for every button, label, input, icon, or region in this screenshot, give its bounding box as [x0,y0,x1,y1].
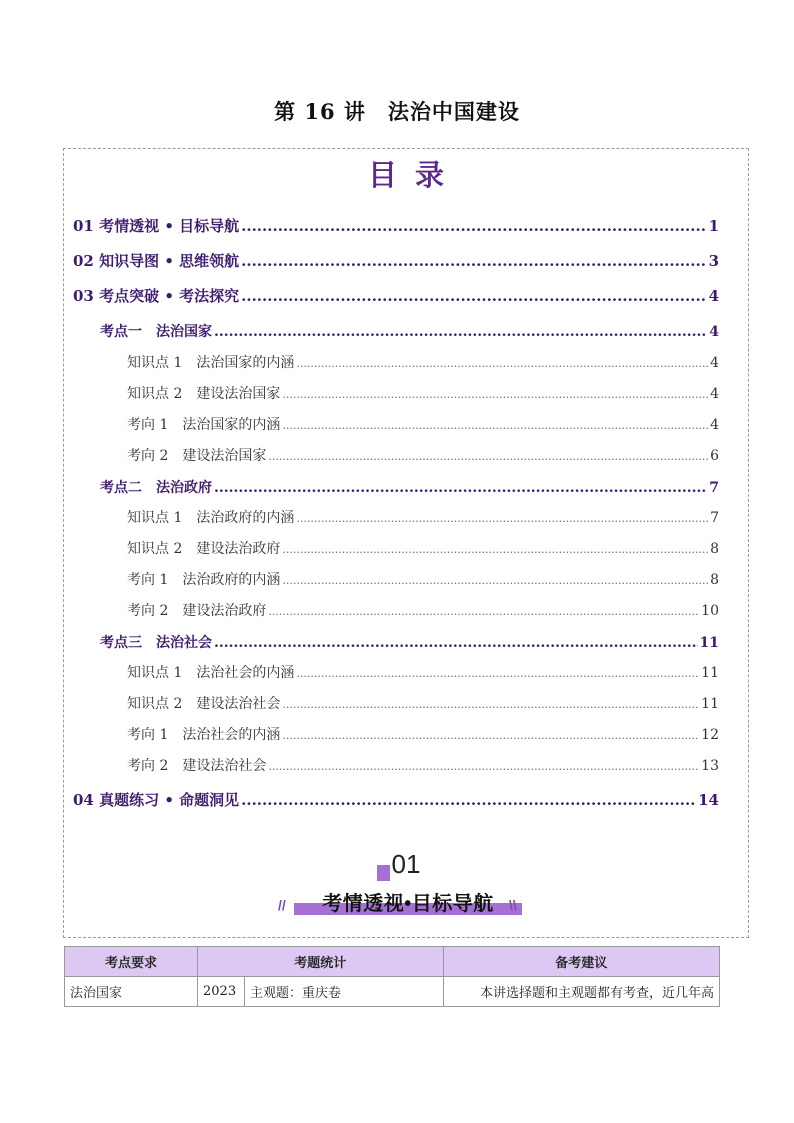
toc-entry-label: 03 考点突破 • 考法探究 [73,287,240,305]
toc-entry-label: 知识点 1 法治国家的内涵 [127,355,295,371]
toc-entry-label: 考向 2 建设法治国家 [127,448,267,464]
toc-leader-dots [296,667,699,680]
toc-entry-label: 考向 2 建设法治社会 [127,758,267,774]
toc-entry-page: 1 [708,217,719,235]
toc-entry-label: 02 知识导图 • 思维领航 [73,252,240,270]
toc-entry-page: 8 [710,541,719,557]
toc-leader-dots [214,635,698,651]
cell-year: 2023 [198,977,245,1007]
cell-topic: 法治国家 [65,977,198,1007]
toc-heading: 目录 [367,158,462,192]
toc-entry-page: 11 [701,696,719,712]
toc-entry-label: 考向 2 建设法治政府 [127,603,267,619]
table-row [65,977,720,1007]
toc-entry-label: 知识点 1 法治政府的内涵 [127,510,295,526]
toc-entry[interactable] [127,569,719,589]
toc-leader-dots [282,388,708,401]
toc-entry-page: 11 [699,635,719,651]
toc-entry[interactable] [127,538,719,558]
toc-entry-label: 知识点 2 建设法治政府 [127,541,281,557]
toc-entry-label: 考向 1 法治国家的内涵 [127,417,281,433]
toc-entry[interactable] [127,414,719,434]
toc-leader-dots [282,729,699,742]
toc-entry-page: 4 [710,355,719,371]
toc-leader-dots [282,543,708,556]
toc-entry[interactable] [127,600,719,620]
toc-entry[interactable] [127,662,719,682]
cell-advice: 本讲选择题和主观题都有考查，近几年高 [443,977,719,1007]
toc-entry-page: 4 [708,287,719,305]
toc-entry-page: 6 [710,448,719,464]
toc-entry[interactable] [73,789,719,810]
toc-entry-label: 考向 1 法治政府的内涵 [127,572,281,588]
banner-right-mark: \\ [509,897,517,913]
toc-leader-dots [296,512,708,525]
exam-analysis-table [64,946,720,1007]
table-of-contents [63,148,749,938]
toc-entry[interactable] [100,632,719,652]
toc-entry[interactable] [127,755,719,775]
toc-leader-dots [282,698,699,711]
toc-entry[interactable] [73,215,719,236]
header-topic: 考点要求 [65,947,198,977]
toc-entry-label: 01 考情透视 • 目标导航 [73,217,240,235]
toc-leader-dots [214,480,707,496]
toc-entry-page: 12 [701,727,719,743]
toc-entry[interactable] [127,507,719,527]
toc-entry[interactable] [127,445,719,465]
toc-entry-page: 7 [709,480,719,496]
cell-stat: 主观题：重庆卷 [245,977,444,1007]
toc-entry-label: 知识点 2 建设法治国家 [127,386,281,402]
header-advice: 备考建议 [443,947,719,977]
toc-entry[interactable] [127,724,719,744]
toc-entry[interactable] [127,693,719,713]
toc-entry-label: 考向 1 法治社会的内涵 [127,727,281,743]
banner-title: 考情透视•目标导航 [322,893,494,915]
toc-entry[interactable] [100,477,719,497]
table-header-row [65,947,720,977]
toc-entry-page: 13 [701,758,719,774]
toc-entry-page: 14 [698,791,719,809]
toc-leader-dots [282,574,708,587]
toc-leader-dots [241,252,706,270]
banner-bar [294,887,522,915]
toc-entry-page: 7 [710,510,719,526]
banner-left-mark: // [278,897,286,913]
toc-leader-dots [268,760,699,773]
toc-leader-dots [282,419,708,432]
toc-entry-page: 4 [710,386,719,402]
toc-entry[interactable] [100,321,719,341]
toc-entry-label: 考点三 法治社会 [100,635,212,651]
toc-leader-dots [241,791,696,809]
document-title: 第 16 讲 法治中国建设 [274,99,520,124]
toc-entry-label: 考点二 法治政府 [100,480,212,496]
header-stats: 考题统计 [198,947,444,977]
toc-entry-page: 3 [708,252,719,270]
toc-entry-page: 10 [701,603,719,619]
toc-leader-dots [241,287,706,305]
toc-entry-page: 4 [710,417,719,433]
toc-leader-dots [268,605,699,618]
toc-entry[interactable] [73,250,719,271]
toc-entry-label: 04 真题练习 • 命题洞见 [73,791,240,809]
toc-entry-page: 4 [709,324,719,340]
toc-leader-dots [214,324,707,340]
toc-entry-label: 知识点 2 建设法治社会 [127,696,281,712]
toc-leader-dots [268,450,708,463]
toc-entry-page: 11 [701,665,719,681]
toc-entry-page: 8 [710,572,719,588]
section-banner [64,849,748,919]
toc-entry[interactable] [73,285,719,306]
toc-entry-label: 知识点 1 法治社会的内涵 [127,665,295,681]
toc-entry-label: 考点一 法治国家 [100,324,212,340]
toc-entry[interactable] [127,352,719,372]
toc-leader-dots [241,217,706,235]
banner-number: 01 [391,849,421,879]
toc-leader-dots [296,357,708,370]
toc-entry[interactable] [127,383,719,403]
